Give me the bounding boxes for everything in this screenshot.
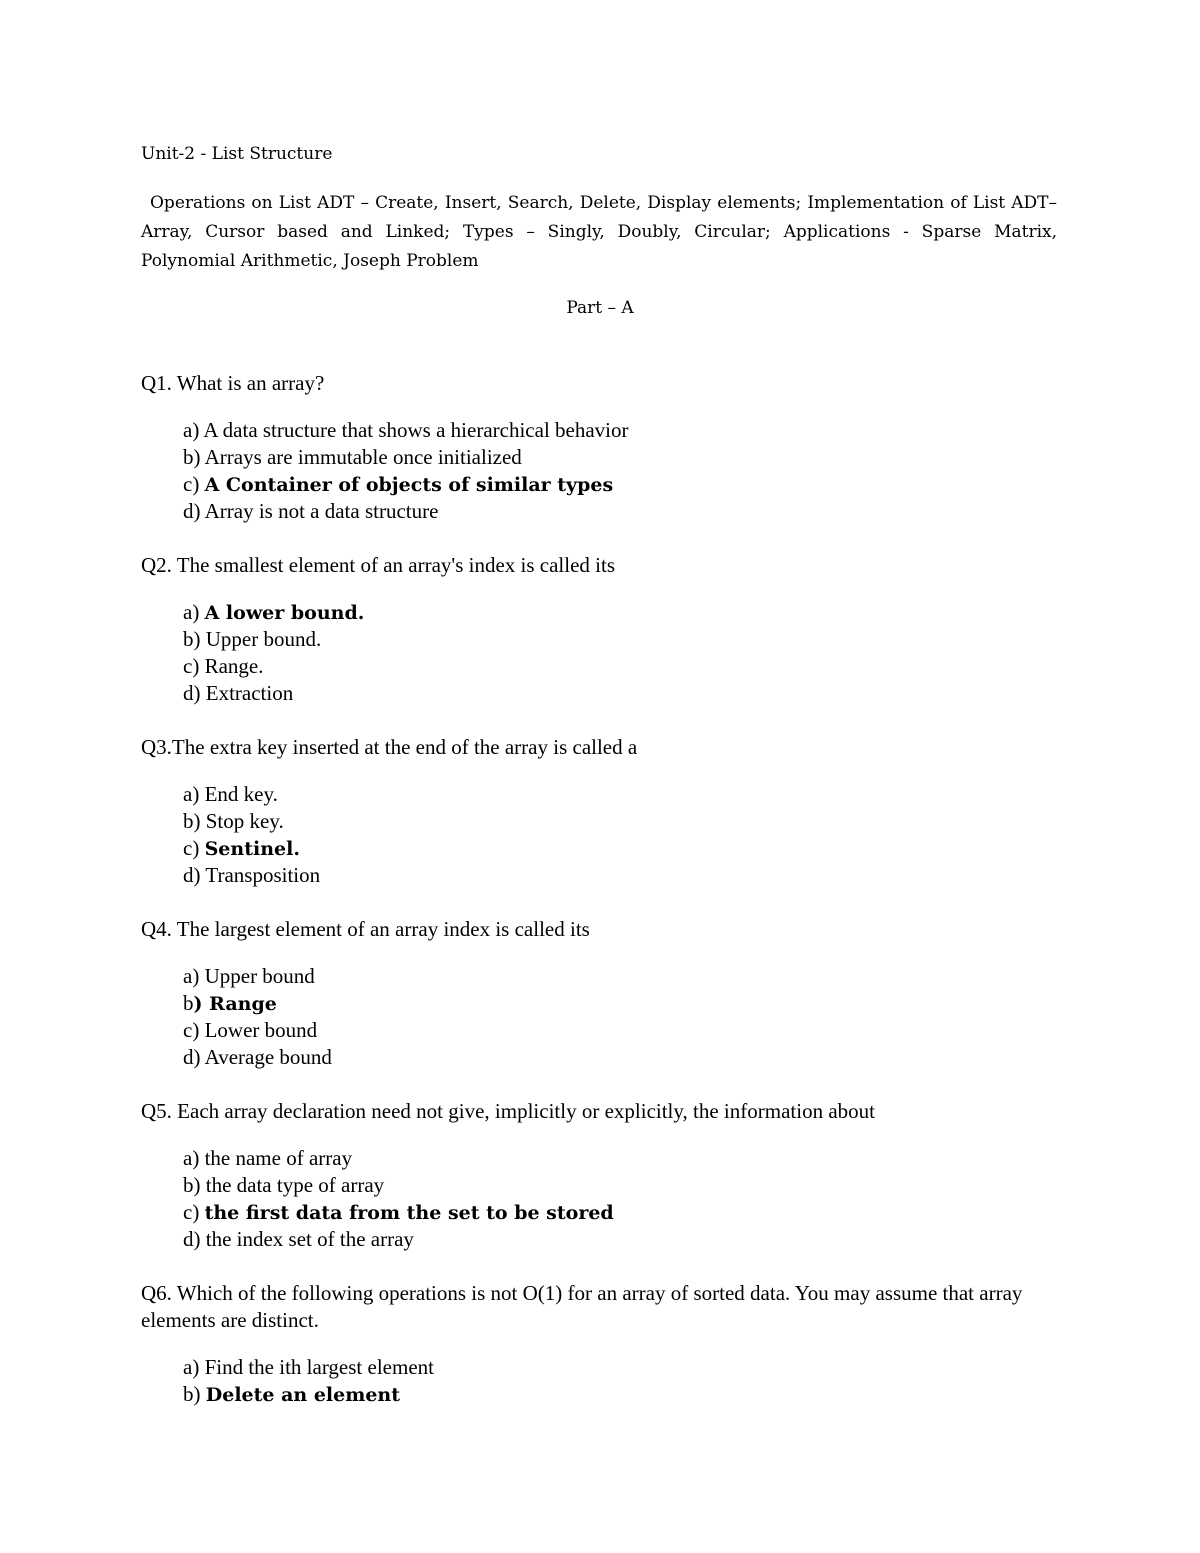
answer-text: A lower bound.	[204, 602, 365, 624]
option-d	[183, 1044, 1061, 1071]
question-4	[141, 916, 1061, 1071]
option-list	[183, 1145, 1061, 1253]
option-c	[183, 1017, 1061, 1044]
option-text: Range.	[204, 654, 264, 678]
option-label: a)	[183, 964, 205, 988]
option-label: d)	[183, 1045, 205, 1069]
option-label: b)	[183, 1382, 206, 1406]
option-text: Array is not a data structure	[204, 499, 439, 523]
option-label: a)	[183, 418, 204, 442]
option-label: c)	[183, 654, 205, 678]
option-a	[183, 781, 1061, 808]
option-label: d)	[183, 1227, 206, 1251]
option-label: c)	[183, 836, 205, 860]
option-text: End key.	[204, 782, 278, 806]
option-c-answer	[183, 471, 1061, 498]
option-label: d)	[183, 681, 206, 705]
question-text: Q3.The extra key inserted at the end of the array is called a	[141, 735, 638, 759]
option-c	[183, 653, 1061, 680]
question-5	[141, 1098, 1061, 1253]
option-label: b)	[183, 1173, 206, 1197]
option-text: Upper bound	[204, 964, 315, 988]
question-text: Q1. What is an array?	[141, 371, 325, 395]
answer-text: ) Range	[193, 993, 277, 1015]
option-label: b)	[183, 627, 206, 651]
answer-text: the first data from the set to be stored	[204, 1202, 614, 1224]
option-a	[183, 1145, 1061, 1172]
option-b-answer	[183, 990, 1061, 1017]
option-label: a)	[183, 600, 205, 624]
option-b	[183, 444, 1061, 471]
option-b	[183, 1172, 1061, 1199]
option-text: A data structure that shows a hierarchical behavior	[203, 418, 629, 442]
option-text: Find the ith largest element	[204, 1355, 434, 1379]
question-text: Q4. The largest element of an array index is called its	[141, 917, 590, 941]
option-label: b)	[183, 445, 205, 469]
question-2	[141, 552, 1061, 707]
option-label: b	[183, 991, 194, 1015]
question-3	[141, 734, 1061, 889]
answer-text: A Container of objects of similar types	[204, 474, 614, 496]
option-c-answer	[183, 1199, 1061, 1226]
option-a	[183, 963, 1061, 990]
question-text: Q6. Which of the following operations is not O(1) for an array of sorted data. You may assume that array elements are distinct.	[141, 1281, 1023, 1332]
option-d	[183, 680, 1061, 707]
option-d	[183, 498, 1061, 525]
option-text: Transposition	[205, 863, 321, 887]
option-text: Extraction	[205, 681, 294, 705]
option-list	[183, 1354, 1061, 1408]
question-text: Q2. The smallest element of an array's index is called its	[141, 553, 616, 577]
question-text: Q5. Each array declaration need not give, implicitly or explicitly, the information about	[141, 1099, 875, 1123]
option-list	[183, 963, 1061, 1071]
option-b	[183, 626, 1061, 653]
option-label: a)	[183, 1146, 205, 1170]
option-text: the index set of the array	[205, 1227, 414, 1251]
option-label: a)	[183, 782, 205, 806]
part-heading: Part – A	[566, 298, 634, 318]
option-text: Average bound	[204, 1045, 332, 1069]
option-label: c)	[183, 472, 205, 496]
answer-text: Delete an element	[205, 1384, 401, 1406]
option-text: Lower bound	[204, 1018, 318, 1042]
option-label: a)	[183, 1355, 205, 1379]
option-label: c)	[183, 1200, 205, 1224]
option-label: d)	[183, 499, 205, 523]
option-d	[183, 1226, 1061, 1253]
option-a	[183, 1354, 1061, 1381]
option-text: Stop key.	[205, 809, 284, 833]
option-text: Upper bound.	[205, 627, 322, 651]
syllabus-paragraph: Operations on List ADT – Create, Insert, Search, Delete, Display elements; Implementation of List ADT– Array, Cursor based and Linked; Types – Singly, Doubly, Circular; Applications - Sparse Matrix, Polynomial Arithmetic, Joseph Problem	[141, 193, 1057, 271]
option-c-answer	[183, 835, 1061, 862]
unit-title: Unit-2 - List Structure	[141, 144, 333, 164]
option-d	[183, 862, 1061, 889]
option-list	[183, 417, 1061, 525]
option-b-answer	[183, 1381, 1061, 1408]
option-text: the data type of array	[205, 1173, 385, 1197]
option-text: the name of array	[204, 1146, 353, 1170]
option-label: b)	[183, 809, 206, 833]
option-label: c)	[183, 1018, 205, 1042]
option-b	[183, 808, 1061, 835]
option-label: d)	[183, 863, 206, 887]
option-a-answer	[183, 599, 1061, 626]
option-text: Arrays are immutable once initialized	[204, 445, 522, 469]
option-a	[183, 417, 1061, 444]
question-6	[141, 1280, 1061, 1408]
answer-text: Sentinel.	[204, 838, 300, 860]
option-list	[183, 781, 1061, 889]
question-1	[141, 370, 1061, 525]
option-list	[183, 599, 1061, 707]
